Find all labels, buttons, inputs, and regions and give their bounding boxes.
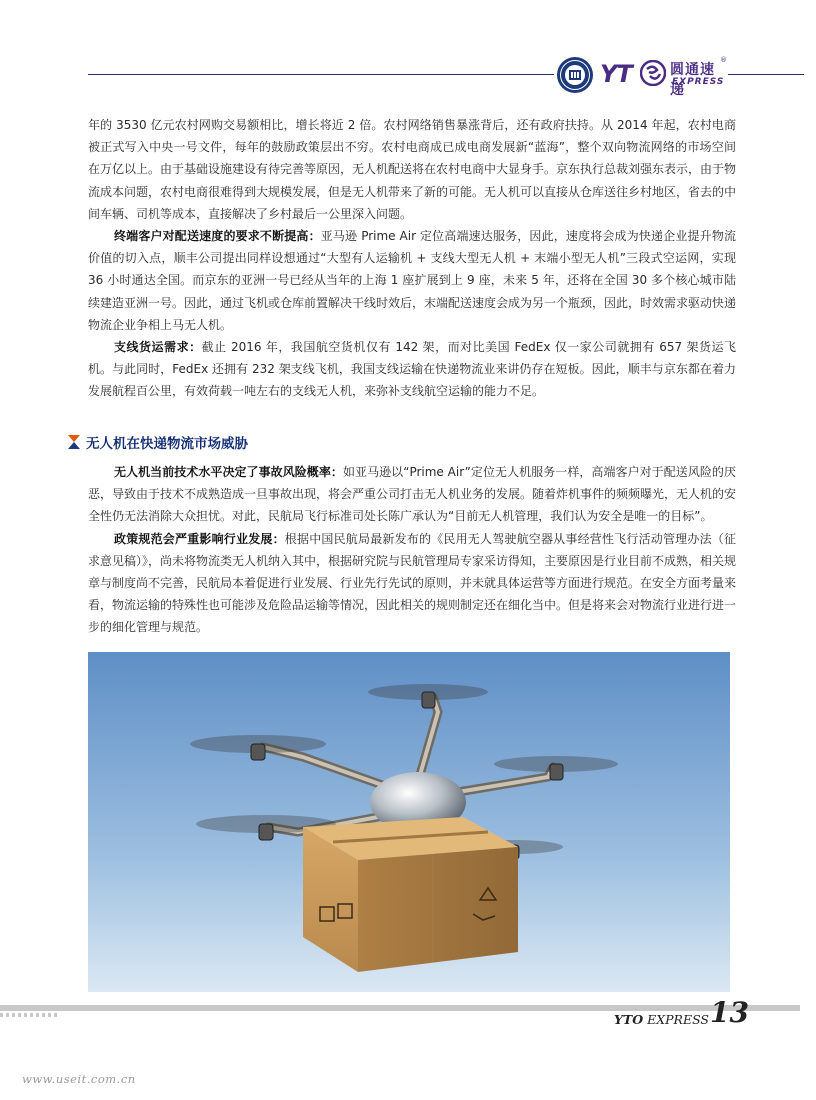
paragraph: 年的 3530 亿元农村网购交易额相比，增长将近 2 倍。农村网络销售暴涨背后，还有政府扶持。从 2014 年起，农村电商被正式写入中央一号文件，每年的鼓励政策层出不穷。农村电商成已成电商发展新“蓝海”，整个双向物流网络的市场空间在万亿以上。由于基础设施建设有待完善等原因，无人机配送将在农村电商中大显身手。京东执行总裁刘强东表示，由于物流成本问题，农村电商很难得到大规模发展，但是无人机带来了新的可能。无人机可以直接从仓库送往乡村地区，省去的中间车辆、司机等成本，直接解决了乡村最后一公里深入问题。 xyxy=(88,118,737,221)
paragraph xyxy=(88,528,736,639)
article-section-bottom xyxy=(88,461,736,639)
drone-delivery-photo xyxy=(88,652,730,992)
watermark: www.useit.com.cn xyxy=(22,1072,136,1086)
footer-brand-bold: YTO xyxy=(614,1012,644,1027)
paragraph xyxy=(88,336,736,403)
logo-en-text: EXPRESS xyxy=(672,77,725,87)
page-number: 13 xyxy=(710,996,749,1029)
header-rule-right xyxy=(728,74,804,75)
paragraph-body: 亚马逊 Prime Air 定位高端速达服务，因此，速度将会成为快递企业提升物流价值的切入点，顺丰公司提出同样设想通过“大型有人运输机 + 支线大型无人机 + 末端小型无人机”三段式空运网，实现 36 小时通达全国。而京东的亚洲一号已经从当年的上海 1 座扩展到上 9 座，未来 5 年，还将在全国 30 多个核心城市陆续建造亚洲一号。因此，通过飞机或仓库前置解决干线时效后，末端配送速度会成为另一个瓶颈，因此，时效需求驱动快递物流企业争相上马无人机。 xyxy=(88,229,737,332)
paragraph-body: 根据中国民航局最新发布的《民用无人驾驶航空器从事经营性飞行活动管理办法（征求意见稿）》，尚未将物流类无人机纳入其中，根据研究院与民航管理局专家采访得知，主要原因是行业目前不成熟，相关规章与制度尚不完善，民航局本着促进行业发展、行业先行先试的原则，并未就具体运营等方面进行规范。在安全方面考量来看，物流运输的特殊性也可能涉及危险品运输等情况，因此相关的规则制定还在细化当中。但是将来会对物流行业进行进一步的细化管理与规范。 xyxy=(88,531,737,635)
paragraph-lead: 无人机当前技术水平决定了事故风险概率： xyxy=(114,465,343,479)
footer-rule xyxy=(0,1005,800,1011)
paragraph xyxy=(88,225,736,336)
paragraph-body: 截止 2016 年，我国航空货机仅有 142 架，而对比美国 FedEx 仅一家公司就拥有 657 架货运飞机。与此同时，FedEx 还拥有 232 架支线飞机，我国支线运输在快递物流业来讲仍存在短板。因此，顺丰与京东都在着力发展航程百公里，有效荷载一吨左右的支线无人机，来弥补支线航空运输的能力不足。 xyxy=(88,340,736,399)
section-heading xyxy=(68,432,248,452)
paragraph-body: 如亚马逊以“Prime Air”定位无人机服务一样，高端客户对于配送风险的厌恶，导致由于技术不成熟造成一旦事故出现，将会严重公司打击无人机业务的发展。随着炸机事件的频频曝光，无人机的安全性仍无法消除大众担忧。对此，民航局飞行标准司处长陈广承认为“目前无人机管理，我们认为安全是唯一的目标”。 xyxy=(88,465,737,524)
logo-yt-text: YT xyxy=(600,60,632,88)
logo-registered-mark: ® xyxy=(720,56,727,64)
footer-brand-rest: EXPRESS xyxy=(643,1012,709,1027)
logo-cn-text: 圆通速递 xyxy=(670,62,715,98)
university-seal-icon xyxy=(556,56,594,94)
yto-logo xyxy=(600,56,727,98)
yto-logo-mark-icon xyxy=(640,60,666,86)
paragraph-lead: 支线货运需求： xyxy=(114,340,202,355)
hourglass-bullet-icon xyxy=(68,435,80,449)
footer-brand xyxy=(614,1012,709,1027)
paragraph-lead: 终端客户对配送速度的要求不断提高： xyxy=(114,229,321,244)
paragraph xyxy=(88,461,736,528)
paragraph-lead: 政策规范会严重影响行业发展： xyxy=(114,531,285,546)
section-heading-text: 无人机在快递物流市场威胁 xyxy=(86,436,248,452)
footer-ticks xyxy=(0,1013,60,1017)
header-rule-left xyxy=(88,74,554,75)
article-section-top xyxy=(88,114,736,403)
